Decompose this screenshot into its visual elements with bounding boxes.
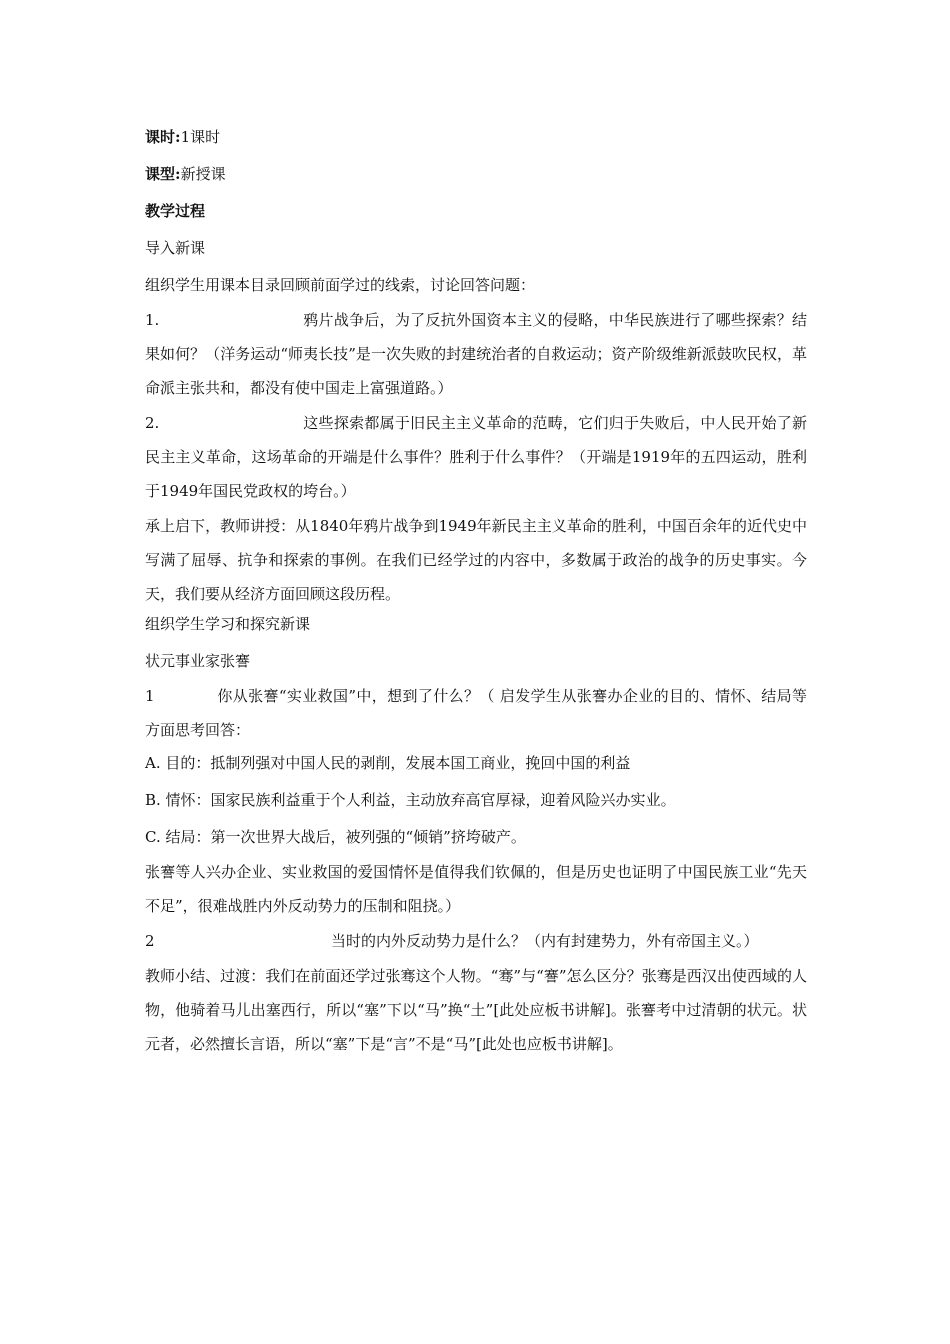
intro-prompt: 组织学生用课本目录回顾前面学过的线索，讨论回答问题： <box>145 276 536 294</box>
summary-paragraph: 张謇等人兴办企业、实业救国的爱国情怀是值得我们钦佩的，但是历史也证明了中国民族工业“先天不足”，很难战胜内外反动势力的压制和阻挠。） <box>145 863 807 915</box>
document-page <box>145 124 807 1061</box>
type-value: 新授课 <box>180 165 226 183</box>
topic-heading: 状元事业家张謇 <box>145 652 251 670</box>
item-b: B. 情怀：国家民族利益重于个人利益，主动放弃高官厚禄，迎着风险兴办实业。 <box>145 791 676 809</box>
process-heading: 教学过程 <box>145 202 206 220</box>
type-line: 课型:新授课 <box>145 165 226 183</box>
question-number: 2. <box>145 414 160 432</box>
question-text: 你从张謇“实业救国”中，想到了什么？（ 启发学生从张謇办企业的目的、情怀、结局等方面思考回答： <box>145 687 807 739</box>
lesson-question-2 <box>145 924 807 958</box>
transition-paragraph: 承上启下，教师讲授：从1840年鸦片战争到1949年新民主主义革命的胜利，中国百余年的近代史中写满了屈辱、抗争和探索的事例。在我们已经学过的内容中，多数属于政治的战争的历史事实。今天，我们要从经济方面回顾这段历程。 <box>145 517 807 603</box>
question-text: 鸦片战争后，为了反抗外国资本主义的侵略，中华民族进行了哪些探索？结果如何？（洋务运动“师夷长技”是一次失败的封建统治者的自救运动；资产阶级维新派鼓吹民权，革命派主张共和，都没有使中国走上富强道路。） <box>145 311 807 397</box>
intro-question-2 <box>145 406 807 508</box>
type-label: 课型 <box>145 165 176 183</box>
item-c: C. 结局：第一次世界大战后，被列强的“倾销”挤垮破产。 <box>145 828 526 846</box>
period-line: 课时:1课时 <box>145 128 221 146</box>
period-value: 1课时 <box>180 128 221 146</box>
period-label: 课时 <box>145 128 176 146</box>
question-number: 1. <box>145 311 160 329</box>
new-lesson-heading: 组织学生学习和探究新课 <box>145 615 311 633</box>
intro-question-1 <box>145 303 807 405</box>
teacher-note-paragraph: 教师小结、过渡：我们在前面还学过张骞这个人物。“骞”与“謇”怎么区分？张骞是西汉出使西域的人物，他骑着马儿出塞西行，所以“塞”下以“马”换“土”[此处应板书讲解]。张謇考中过清朝的状元。状元者，必然擅长言语，所以“塞”下是“言”不是“马”[此处也应板书讲解]。 <box>145 967 807 1053</box>
item-a: A. 目的：抵制列强对中国人民的剥削，发展本国工商业，挽回中国的利益 <box>145 754 631 772</box>
question-number: 1 <box>145 687 155 705</box>
intro-heading: 导入新课 <box>145 239 206 257</box>
lesson-question-1 <box>145 679 807 747</box>
question-number: 2 <box>145 932 155 950</box>
question-text: 这些探索都属于旧民主主义革命的范畴，它们归于失败后，中人民开始了新民主主义革命，这场革命的开端是什么事件？胜利于什么事件？（开端是1919年的五四运动，胜利于1949年国民党政权的垮台。） <box>145 414 807 500</box>
question-text: 当时的内外反动势力是什么？（内有封建势力，外有帝国主义。） <box>331 932 759 950</box>
